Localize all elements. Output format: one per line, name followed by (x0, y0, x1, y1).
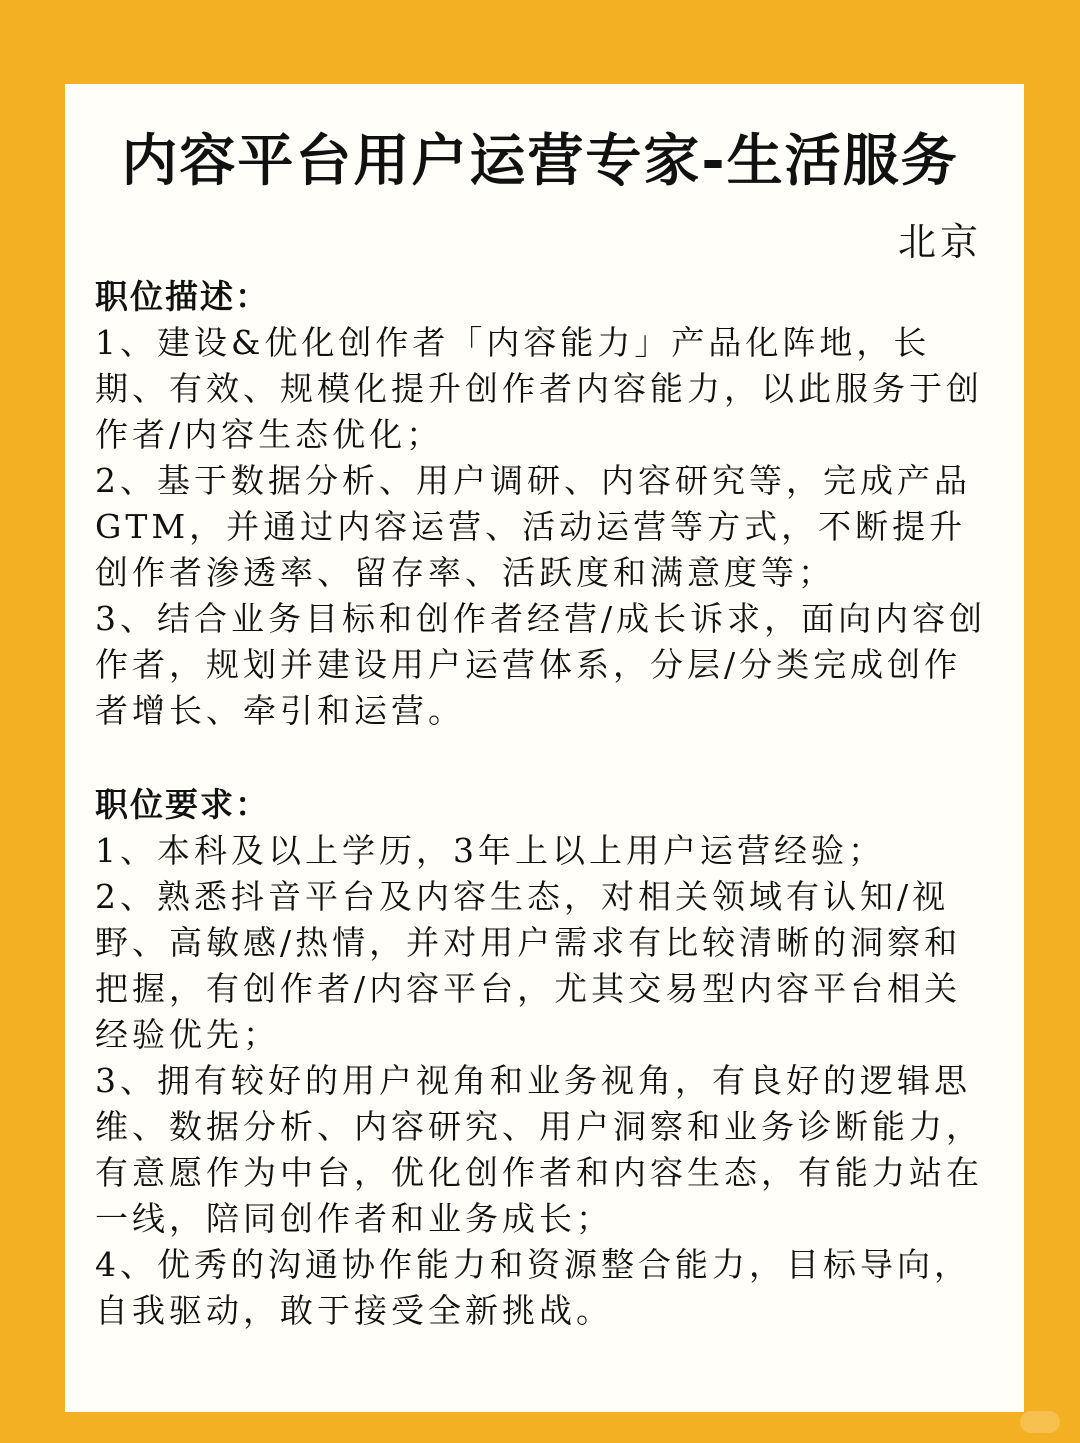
job-location: 北京 (897, 220, 982, 264)
requirement-item: 4、优秀的沟通协作能力和资源整合能力，目标导向，自我驱动，敢于接受全新挑战。 (95, 1245, 971, 1330)
requirement-item: 3、拥有较好的用户视角和业务视角，有良好的逻辑思维、数据分析、内容研究、用户洞察和业务诊断能力，有意愿作为中台，优化创作者和内容生态，有能力站在一线，陪同创作者和业务成长； (95, 1061, 983, 1238)
job-description-section (95, 274, 990, 734)
description-item: 3、结合业务目标和创作者经营/成长诉求，面向内容创作者，规划并建设用户运营体系，分层/分类完成创作者增长、牵引和运营。 (95, 599, 987, 730)
requirement-item: 1、本科及以上学历，3年上以上用户运营经验； (95, 831, 885, 870)
job-title: 内容平台用户运营专家-生活服务 (121, 129, 959, 194)
job-description-heading: 职位描述： (95, 277, 270, 316)
description-item: 1、建设&优化创作者「内容能力」产品化阵地，长期、有效、规模化提升创作者内容能力，以此服务于创作者/内容生态优化； (95, 323, 983, 454)
description-item: 2、基于数据分析、用户调研、内容研究等，完成产品GTM，并通过内容运营、活动运营等方式，不断提升创作者渗透率、留存率、活跃度和满意度等； (95, 461, 971, 592)
watermark-logo (1020, 1411, 1060, 1433)
job-requirements-section (95, 782, 990, 1334)
requirement-item: 2、熟悉抖音平台及内容生态，对相关领域有认知/视野、高敏感/热情，并对用户需求有比较清晰的洞察和把握，有创作者/内容平台，尤其交易型内容平台相关经验优先； (95, 877, 962, 1054)
job-requirements-heading: 职位要求： (95, 785, 270, 824)
